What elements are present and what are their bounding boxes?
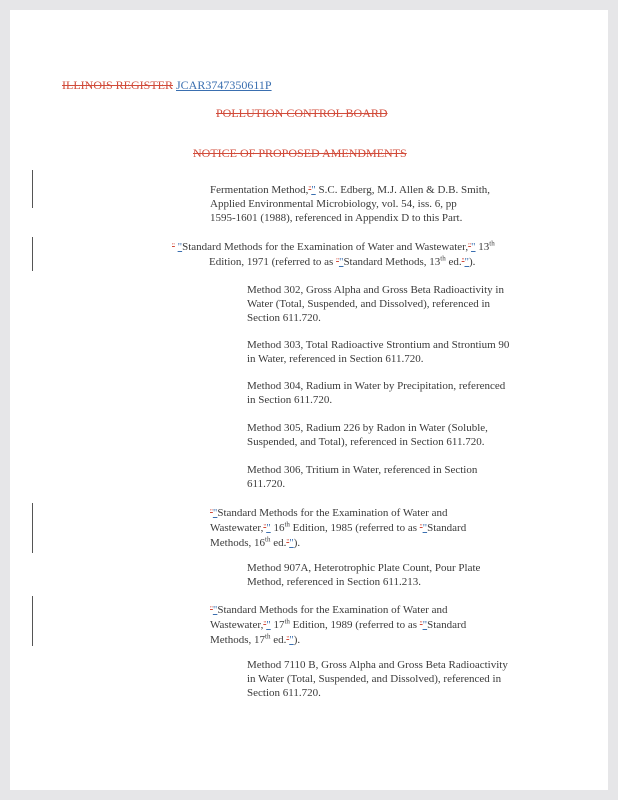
register-inserted: JCAR3747350611P	[176, 78, 272, 92]
method-306: Method 306, Tritium in Water, referenced in Section 611.720.	[247, 464, 478, 490]
notice-title: NOTICE OF PROPOSED AMENDMENTS	[193, 146, 407, 160]
method-907a: Method 907A, Heterotrophic Plate Count, Pour Plate Method, referenced in Section 611.213.	[247, 562, 481, 588]
change-bar	[32, 170, 33, 208]
standard-methods-17th: ""Standard Methods for the Examination of Water and Wastewater,"" 17th Edition, 1989 (referred to as ""Standard Methods, 17th ed."").	[210, 604, 467, 646]
register-header	[62, 78, 272, 93]
method-305: Method 305, Radium 226 by Radon in Water (Soluble, Suspended, and Total), referenced in Section 611.720.	[247, 422, 488, 448]
change-bar	[32, 596, 33, 646]
method-302: Method 302, Gross Alpha and Gross Beta Radioactivity in Water (Total, Suspended, and Dissolved), referenced in Section 611.720.	[247, 284, 504, 324]
register-deleted: ILLINOIS REGISTER	[62, 78, 173, 92]
fermentation-reference: Fermentation Method,"" S.C. Edberg, M.J. Allen & D.B. Smith, Applied Environmental Microbiology, vol. 54, iss. 6, pp 1595-1601 (1988), referenced in Appendix D to this Part.	[210, 184, 491, 224]
method-7110b: Method 7110 B, Gross Alpha and Gross Beta Radioactivity in Water (Total, Suspended, and Dissolved), referenced in Section 611.720.	[247, 659, 508, 699]
standard-methods-16th: ""Standard Methods for the Examination of Water and Wastewater,"" 16th Edition, 1985 (referred to as ""Standard Methods, 16th ed."").	[210, 507, 467, 549]
change-bar	[32, 503, 33, 553]
method-304: Method 304, Radium in Water by Precipitation, referenced in Section 611.720.	[247, 380, 506, 406]
board-title: POLLUTION CONTROL BOARD	[216, 106, 388, 120]
document-page	[10, 10, 608, 790]
change-bar	[32, 237, 33, 271]
method-303: Method 303, Total Radioactive Strontium and Strontium 90 in Water, referenced in Section 611.720.	[247, 339, 510, 365]
standard-methods-13th: " "Standard Methods for the Examination of Water and Wastewater,"" 13th Edition, 1971 (referred to as ""Standard Methods, 13th ed."").	[172, 239, 495, 268]
